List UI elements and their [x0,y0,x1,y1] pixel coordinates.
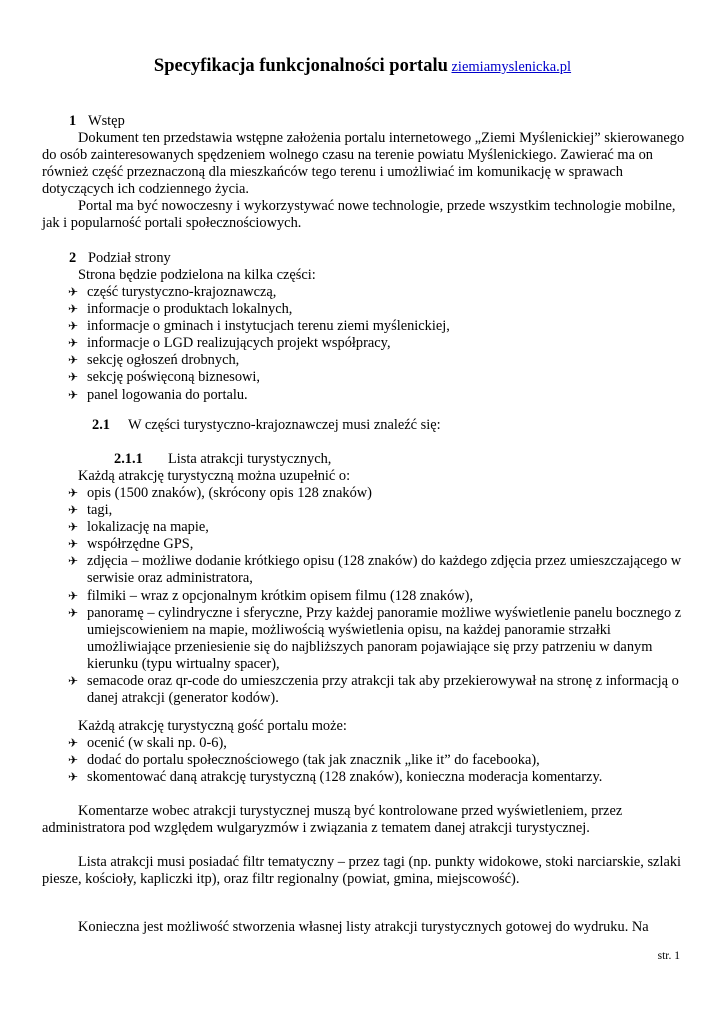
airplane-bullet-icon: ✈ [68,674,79,689]
list-item: ✈ panel logowania do portalu. [68,386,248,403]
guest-intro: Każdą atrakcję turystyczną gość portalu może: [78,718,347,734]
list-item: ✈ filmiki – wraz z opcjonalnym krótkim opisem filmu (128 znaków), [68,587,474,604]
airplane-bullet-icon: ✈ [68,319,79,334]
list-item: ✈ dodać do portalu społecznościowego (tak jak znacznik „like it” do facebooka), [68,752,540,769]
airplane-bullet-icon: ✈ [68,736,79,750]
airplane-bullet-icon: ✈ [68,770,79,785]
airplane-bullet-icon: ✈ [68,753,79,768]
airplane-bullet-icon: ✈ [68,353,79,368]
airplane-bullet-icon: ✈ [68,605,79,620]
airplane-bullet-icon: ✈ [68,302,79,317]
list-item: ✈ opis (1500 znaków), (skrócony opis 128 znaków) [68,485,372,501]
airplane-bullet-icon: ✈ [68,537,79,552]
section-2-1-1-heading: 2.1.1 Lista atrakcji turystycznych, [114,451,332,467]
airplane-bullet-icon: ✈ [68,588,79,603]
airplane-bullet-icon: ✈ [68,285,79,299]
title-text: Specyfikacja funkcjonalności portalu [153,56,448,76]
list-item: ✈ semacode oraz qr-code do umieszczenia przy atrakcji tak aby przekierowywał na stronę z informacją o danej atrakcji (generator kodów). [68,673,679,707]
list-item: ✈ informacje o gminach i instytucjach terenu ziemi myślenickiej, [68,318,450,335]
section-2-1-heading: 2.1 W części turystyczno-krajoznawczej musi znaleźć się: [92,417,441,433]
airplane-bullet-icon: ✈ [68,387,79,402]
list-item: ✈ informacje o produktach lokalnych, [68,301,293,318]
list-item: ✈ współrzędne GPS, [68,536,194,553]
paragraph: Portal ma być nowoczesny i wykorzystywać nowe technologie, przede wszystkim technologie mobilne, jak i popularność portali społecznościowych. [42,198,676,232]
section-2-list [68,284,688,404]
list-item: ✈ sekcję poświęconą biznesowi, [68,369,261,386]
print-list-paragraph: Konieczna jest możliwość stworzenia własnej listy atrakcji turystycznych gotowej do wydruku. Na [78,919,649,935]
list-item: ✈ lokalizację na mapie, [68,519,209,536]
page-number: str. 1 [657,950,680,962]
comments-paragraph: Komentarze wobec atrakcji turystycznej muszą być kontrolowane przed wyświetleniem, przez administratora pod względem wulgaryzmów i związania z tematem danej atrakcji turystycznej. [42,803,623,837]
list-item: ✈ tagi, [68,502,113,519]
section-2-heading: 2 Podział strony [69,250,171,266]
section-1-body [42,130,692,233]
portal-link[interactable]: ziemiamyslenicka.pl [451,59,572,75]
attractions-intro: Każdą atrakcję turystyczną można uzupełnić o: [78,468,351,484]
airplane-bullet-icon: ✈ [68,503,79,518]
airplane-bullet-icon: ✈ [68,520,79,535]
list-item: ✈ skomentować daną atrakcję turystyczną (128 znaków), konieczna moderacja komentarzy. [68,769,603,786]
list-item: ✈ część turystyczno-krajoznawczą, [68,284,277,300]
list-item: ✈ panoramę – cylindryczne i sferyczne, Przy każdej panoramie możliwe wyświetlenie panelu bocznego z umiejscowieniem na mapie, możliwością wyświetlenia opisu, na każdej panoramie strzałki umożliwiające przeniesienie się do najbliższych panoram pojawiające się przy patrzeniu w danym kierunku (typu wirtualny spacer), [68,604,682,672]
list-item: ✈ zdjęcia – możliwe dodanie krótkiego opisu (128 znaków) do każdego zdjęcia przez umieszczającego w serwisie oraz administratora, [68,553,682,587]
airplane-bullet-icon: ✈ [68,486,79,500]
list-item: ✈ informacje o LGD realizujących projekt współpracy, [68,335,391,352]
section-2-intro: Strona będzie podzielona na kilka części: [78,267,316,283]
airplane-bullet-icon: ✈ [68,554,79,569]
section-1-heading: 1 Wstęp [69,113,125,129]
filter-paragraph: Lista atrakcji musi posiadać filtr tematyczny – przez tagi (np. punkty widokowe, stoki narciarskie, szlaki piesze, kościoły, kapliczki itp), oraz filtr regionalny (powiat, gmina, miejscowość). [42,854,682,888]
attractions-fields-list [68,485,688,707]
document-title [0,56,725,77]
list-item: ✈ sekcję ogłoszeń drobnych, [68,352,240,369]
list-item: ✈ ocenić (w skali np. 0-6), [68,735,227,751]
paragraph: Dokument ten przedstawia wstępne założenia portalu internetowego „Ziemi Myślenickiej” skierowanego do osób zainteresowanych spędzeniem wolnego czasu na terenie powiatu Myślenickiego. Zawierać ma on również część przeznaczoną dla mieszkańców tego terenu i umożliwiać im komunikację w sprawach dotyczących ich codziennego życia. [42,130,685,198]
airplane-bullet-icon: ✈ [68,336,79,351]
guest-actions-list [68,735,688,786]
airplane-bullet-icon: ✈ [68,370,79,385]
